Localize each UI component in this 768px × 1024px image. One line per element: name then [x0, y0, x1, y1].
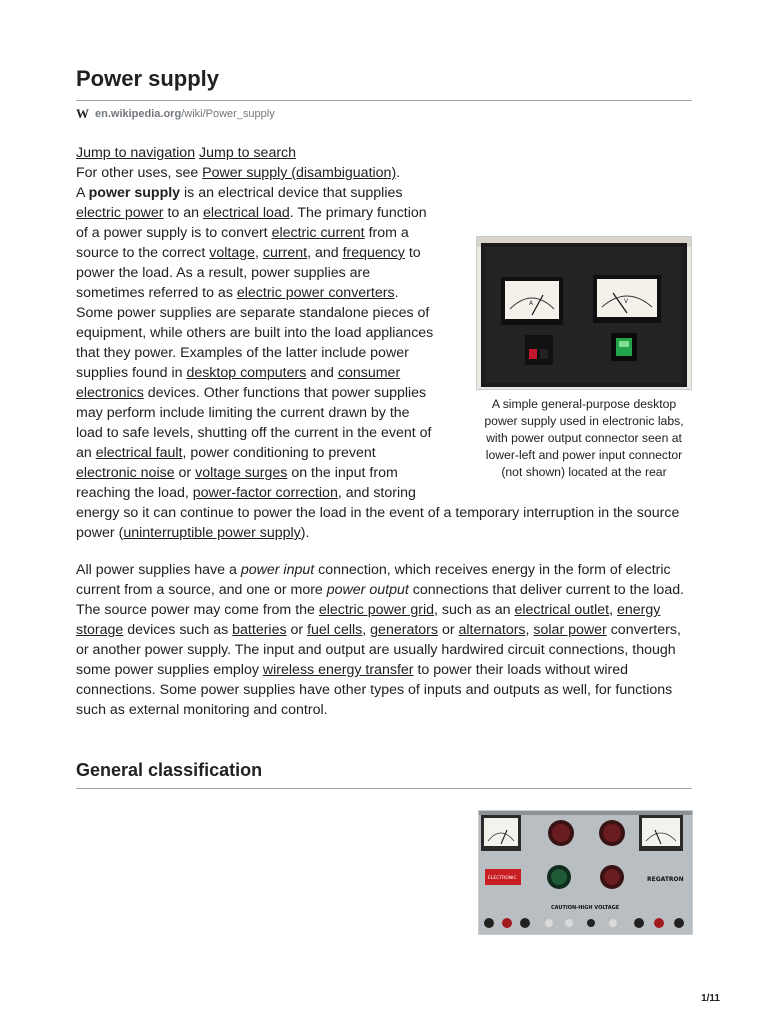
source-path[interactable]: /wiki/Power_supply: [181, 108, 275, 120]
page-title: Power supply: [76, 66, 220, 91]
wikipedia-logo-icon: W: [76, 106, 89, 121]
link-electric-power[interactable]: electric power: [76, 205, 164, 221]
link-wireless-energy-transfer[interactable]: wireless energy transfer: [262, 662, 414, 678]
link-electronic-noise[interactable]: electronic noise: [76, 465, 175, 481]
intro-block: [76, 143, 692, 543]
panel-brand: REGATRON: [647, 876, 684, 883]
bold-term: power supply: [88, 185, 181, 201]
link-current[interactable]: current: [262, 245, 308, 261]
regatron-panel-photo[interactable]: [478, 810, 693, 935]
link-voltage-surges[interactable]: voltage surges: [195, 465, 288, 481]
link-voltage[interactable]: voltage: [209, 245, 256, 261]
section-divider: [76, 788, 692, 789]
link-alternators[interactable]: alternators: [458, 622, 526, 638]
panel-label-left: ELECTRONIC: [488, 876, 517, 881]
second-paragraph-block: [76, 560, 692, 720]
power-supply-photo[interactable]: [476, 236, 692, 390]
link-frequency[interactable]: frequency: [342, 245, 405, 261]
italic-power-input: power input: [240, 562, 315, 578]
bench-power-supply-image-icon: [479, 811, 692, 934]
second-paragraph: All power supplies have a power input connection, which receives energy in the form of electric current from a source, and one or more power output connections that deliver current to the load. The source power may come from the electric power grid, such as an electrical outlet, energy storage devices such as batteries or fuel cells, generators or alternators, solar power converters, or another power supply. The input and output are usually hardwired circuit connections, though some power supplies employ wireless energy transfer to power their loads without wired connections. Some power supplies have other types of inputs and outputs as well, for functions such as external monitoring and control.: [76, 562, 685, 718]
link-consumer-electronics[interactable]: consumer electronics: [76, 365, 401, 401]
source-line: [76, 106, 275, 122]
link-uninterruptible-power-supply[interactable]: uninterruptible power supply: [123, 525, 301, 541]
link-generators[interactable]: generators: [370, 622, 438, 638]
panel-warning: CAUTION-HIGH VOLTAGE: [551, 905, 620, 911]
link-desktop-computers[interactable]: desktop computers: [186, 365, 307, 381]
link-power-factor-correction[interactable]: power-factor correction: [192, 485, 338, 501]
svg-text:A: A: [529, 300, 534, 307]
hatnote: For other uses, see Power supply (disambiguation).: [76, 165, 401, 181]
link-batteries[interactable]: batteries: [232, 622, 287, 638]
link-electric-power-converters[interactable]: electric power converters: [236, 285, 395, 301]
link-electrical-fault[interactable]: electrical fault: [95, 445, 183, 461]
jump-to-search-link[interactable]: Jump to search: [199, 145, 297, 161]
jump-to-navigation-link[interactable]: Jump to navigation: [76, 145, 196, 161]
link-electric-power-grid[interactable]: electric power grid: [318, 602, 434, 618]
svg-text:V: V: [624, 298, 629, 305]
source-domain[interactable]: en.wikipedia.org: [95, 108, 182, 120]
italic-power-output: power output: [326, 582, 409, 598]
nav-links: [76, 143, 692, 163]
disambiguation-link[interactable]: Power supply (disambiguation): [202, 165, 397, 181]
page-number: 1/11: [701, 993, 720, 1004]
title-divider: [76, 100, 692, 101]
link-electrical-outlet[interactable]: electrical outlet: [514, 602, 610, 618]
link-solar-power[interactable]: solar power: [533, 622, 607, 638]
power-supply-image-icon: [477, 237, 691, 389]
link-electrical-load[interactable]: electrical load: [202, 205, 290, 221]
link-electric-current[interactable]: electric current: [271, 225, 365, 241]
intro-paragraph: A power supply is an electrical device that supplies electric power to an electrical load. The primary function of a power supply is to convert electric current from a source to the correct voltage, current, and frequency to power the load. As a result, power supplies are sometimes referred to as electric power converters. Some power supplies are separate standalone pieces of equipment, while others are built into the load appliances that they power. Examples of the latter include power supplies found in desktop computers and consumer electronics devices. Other functions that power supplies may perform include limiting the current drawn by the load to safe levels, shutting off the current in the event of an electrical fault, power conditioning to prevent electronic noise or voltage surges on the input from reaching the load, power-factor correction, and storing energy so it can continue to power the load in the event of a temporary interruption in the source power (uninterruptible power supply).: [76, 185, 680, 541]
figure-caption: A simple general-purpose desktop power supply used in electronic labs, with power output connector seen at lower-left and power input connector (not shown) located at the rear: [484, 397, 684, 479]
figure-desktop-power-supply: [476, 236, 692, 481]
section-heading: General classification: [76, 760, 263, 780]
link-fuel-cells[interactable]: fuel cells: [307, 622, 363, 638]
link-energy-storage[interactable]: energy storage: [76, 602, 661, 638]
